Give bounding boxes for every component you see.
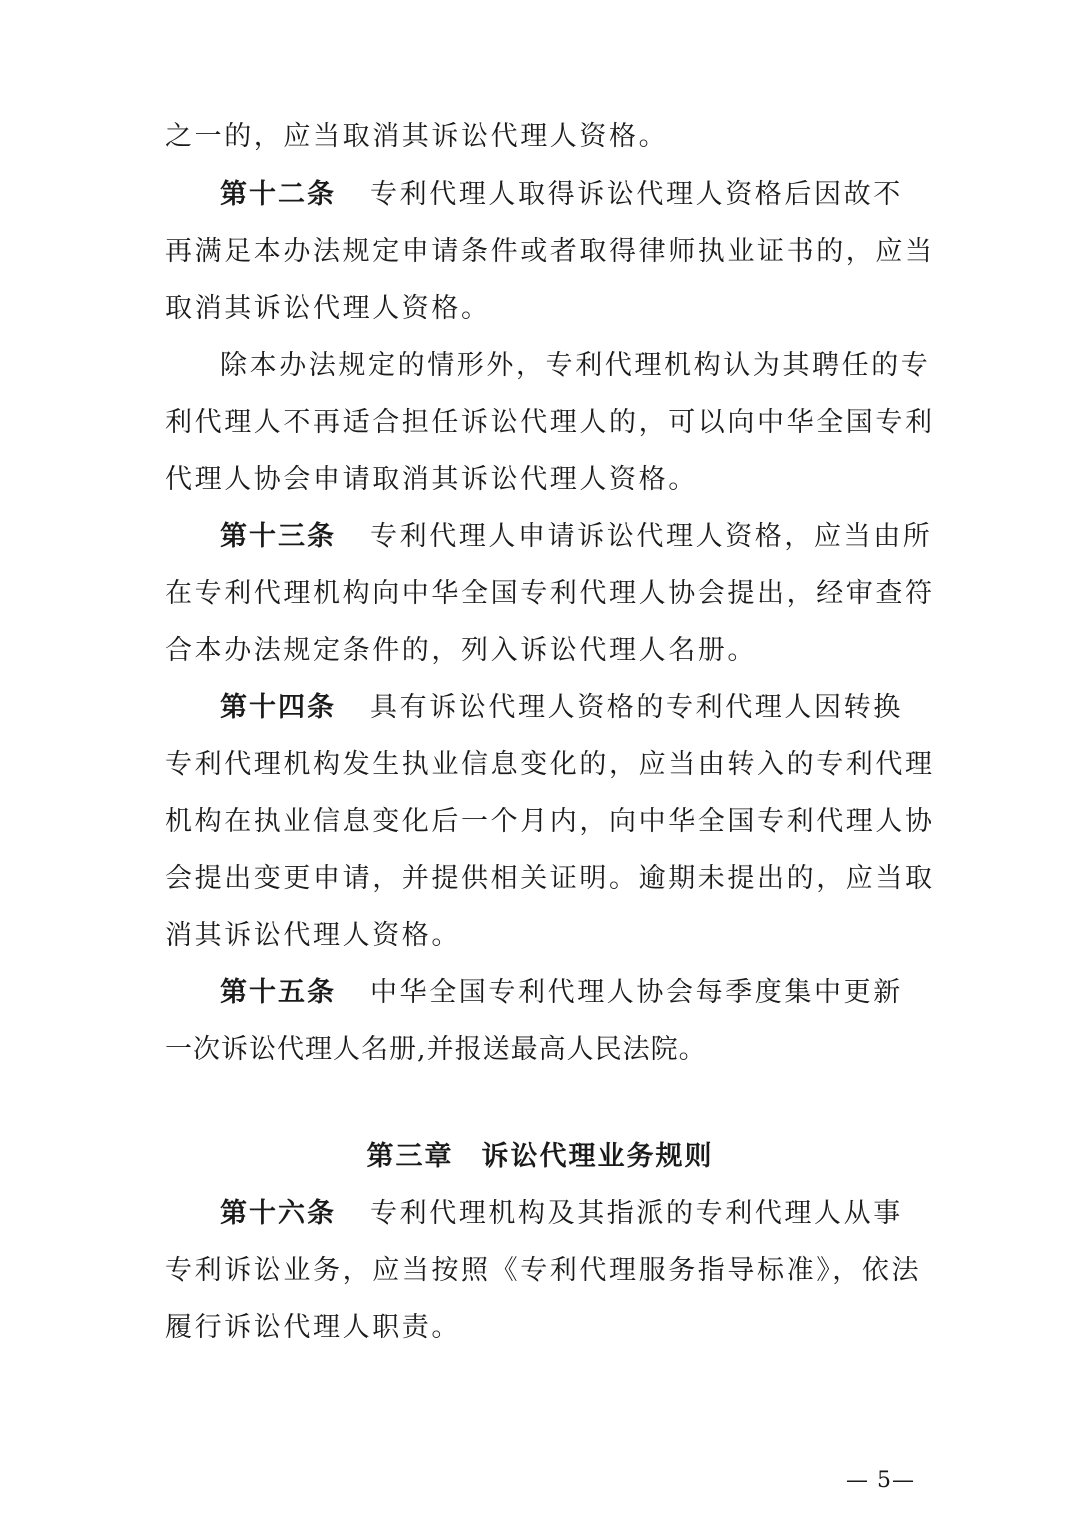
article-text: 中华全国专利代理人协会每季度集中更新 xyxy=(370,977,903,1008)
text-line: 消其诉讼代理人资格。 xyxy=(165,920,461,951)
text-line: 合本办法规定条件的，列入诉讼代理人名册。 xyxy=(165,635,757,666)
text-line: 专利诉讼业务，应当按照《专利代理服务指导标准》，依法 xyxy=(165,1255,922,1286)
chapter-heading xyxy=(0,1137,1080,1177)
text-line: 履行诉讼代理人职责。 xyxy=(165,1312,461,1343)
article-text: 专利代理人取得诉讼代理人资格后因故不 xyxy=(370,179,903,210)
article-12-line xyxy=(220,175,915,215)
text-line: 利代理人不再适合担任诉讼代理人的，可以向中华全国专利 xyxy=(165,407,935,438)
article-16-line xyxy=(220,1194,915,1234)
text-line: 再满足本办法规定申请条件或者取得律师执业证书的，应当 xyxy=(165,236,935,267)
article-text: 专利代理人申请诉讼代理人资格，应当由所 xyxy=(370,521,933,552)
text-line: 一次诉讼代理人名册,并报送最高人民法院。 xyxy=(165,1034,707,1065)
article-13-line xyxy=(220,517,933,557)
article-15-line xyxy=(220,973,915,1013)
article-heading: 第十二条 xyxy=(220,179,336,210)
text-line: 机构在执业信息变化后一个月内，向中华全国专利代理人协 xyxy=(165,806,935,837)
article-14-line xyxy=(220,688,915,728)
text-line: 会提出变更申请，并提供相关证明。逾期未提出的，应当取 xyxy=(165,863,935,894)
text-line: 专利代理机构发生执业信息变化的，应当由转入的专利代理 xyxy=(165,749,935,780)
text-line: 取消其诉讼代理人资格。 xyxy=(165,293,491,324)
article-heading: 第十三条 xyxy=(220,521,336,552)
text-line: 之一的，应当取消其诉讼代理人资格。 xyxy=(165,121,669,152)
article-text: 专利代理机构及其指派的专利代理人从事 xyxy=(370,1198,903,1229)
text-line: 除本办法规定的情形外，专利代理机构认为其聘任的专 xyxy=(220,350,931,381)
page-number: — 5— xyxy=(846,1468,915,1493)
article-heading: 第十五条 xyxy=(220,977,336,1008)
chapter-title: 诉讼代理业务规则 xyxy=(481,1141,714,1172)
article-heading: 第十四条 xyxy=(220,692,336,723)
text-line: 代理人协会申请取消其诉讼代理人资格。 xyxy=(165,464,698,495)
chapter-number: 第三章 xyxy=(366,1141,454,1172)
article-text: 具有诉讼代理人资格的专利代理人因转换 xyxy=(370,692,903,723)
article-heading: 第十六条 xyxy=(220,1198,336,1229)
text-line: 在专利代理机构向中华全国专利代理人协会提出，经审查符 xyxy=(165,578,935,609)
